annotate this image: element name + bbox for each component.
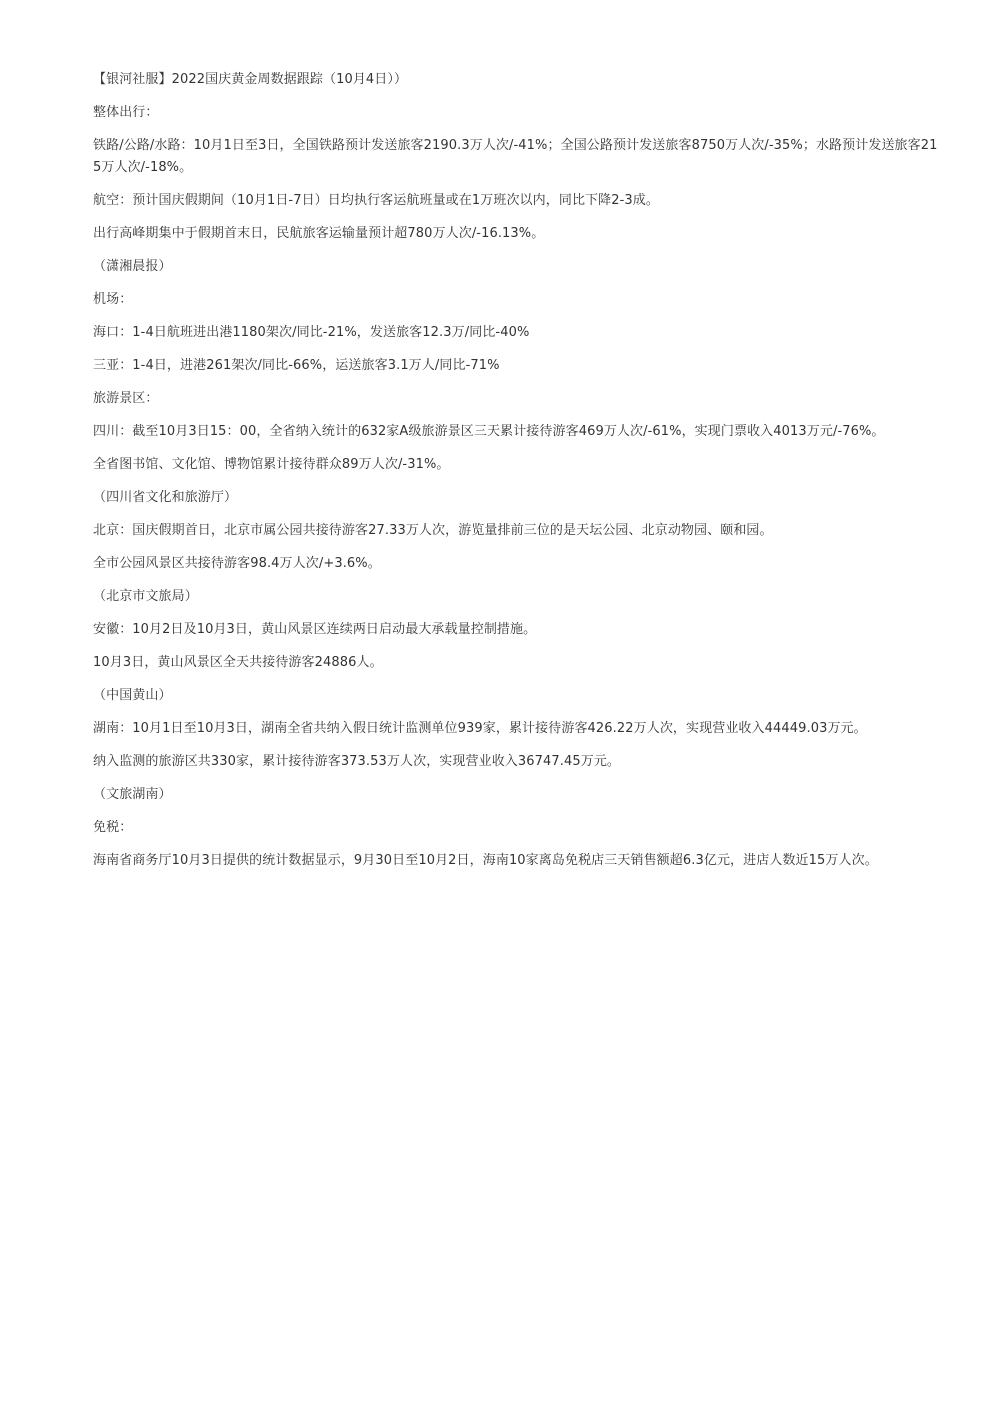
paragraph-hainan-duty-free: 海南省商务厅10月3日提供的统计数据显示，9月30日至10月2日，海南10家离岛免税店三天销售额超6.3亿元，进店人数近15万人次。 bbox=[93, 853, 878, 868]
source-citation: （潇湘晨报） bbox=[93, 259, 172, 274]
paragraph-beijing: 北京：国庆假期首日，北京市属公园共接待游客27.33万人次，游览量排前三位的是天坛公园、北京动物园、颐和园。 bbox=[93, 523, 773, 538]
section-heading-duty-free: 免税： bbox=[93, 820, 133, 835]
source-citation: （北京市文旅局） bbox=[93, 589, 198, 604]
paragraph-haikou: 海口：1-4日航班进出港1180架次/同比-21%，发送旅客12.3万/同比-40% bbox=[93, 325, 530, 340]
paragraph-beijing-parks: 全市公园风景区共接待游客98.4万人次/+3.6%。 bbox=[93, 556, 381, 571]
paragraph-aviation: 航空：预计国庆假期间（10月1日-7日）日均执行客运航班量或在1万班次以内，同比下降2-3成。 bbox=[93, 193, 659, 208]
source-citation: （中国黄山） bbox=[93, 688, 172, 703]
paragraph-sanya: 三亚：1-4日，进港261架次/同比-66%，运送旅客3.1万人/同比-71% bbox=[93, 358, 500, 373]
section-heading-overall-travel: 整体出行： bbox=[93, 105, 159, 120]
paragraph-anhui: 安徽：10月2日及10月3日，黄山风景区连续两日启动最大承载量控制措施。 bbox=[93, 622, 537, 637]
paragraph-sichuan: 四川：截至10月3日15：00，全省纳入统计的632家A级旅游景区三天累计接待游客469万人次/-61%，实现门票收入4013万元/-76%。 bbox=[93, 424, 885, 439]
paragraph-sichuan-libraries: 全省图书馆、文化馆、博物馆累计接待群众89万人次/-31%。 bbox=[93, 457, 450, 472]
paragraph-huangshan: 10月3日，黄山风景区全天共接待游客24886人。 bbox=[93, 655, 383, 670]
document-title: 【银河社服】2022国庆黄金周数据跟踪（10月4日）） bbox=[93, 72, 408, 87]
paragraph-hunan-tourism: 纳入监测的旅游区共330家，累计接待游客373.53万人次，实现营业收入36747.45万元。 bbox=[93, 754, 621, 769]
document-body bbox=[93, 69, 943, 883]
section-heading-airports: 机场： bbox=[93, 292, 133, 307]
section-heading-scenic-areas: 旅游景区： bbox=[93, 391, 159, 406]
paragraph-rail-road-water: 铁路/公路/水路：10月1日至3日，全国铁路预计发送旅客2190.3万人次/-41%；全国公路预计发送旅客8750万人次/-35%；水路预计发送旅客215万人次/-18%。 bbox=[93, 138, 938, 175]
paragraph-hunan: 湖南：10月1日至10月3日，湖南全省共纳入假日统计监测单位939家，累计接待游客426.22万人次，实现营业收入44449.03万元。 bbox=[93, 721, 867, 736]
source-citation: （文旅湖南） bbox=[93, 787, 172, 802]
source-citation: （四川省文化和旅游厅） bbox=[93, 490, 238, 505]
paragraph-peak-travel: 出行高峰期集中于假期首末日，民航旅客运输量预计超780万人次/-16.13%。 bbox=[93, 226, 545, 241]
